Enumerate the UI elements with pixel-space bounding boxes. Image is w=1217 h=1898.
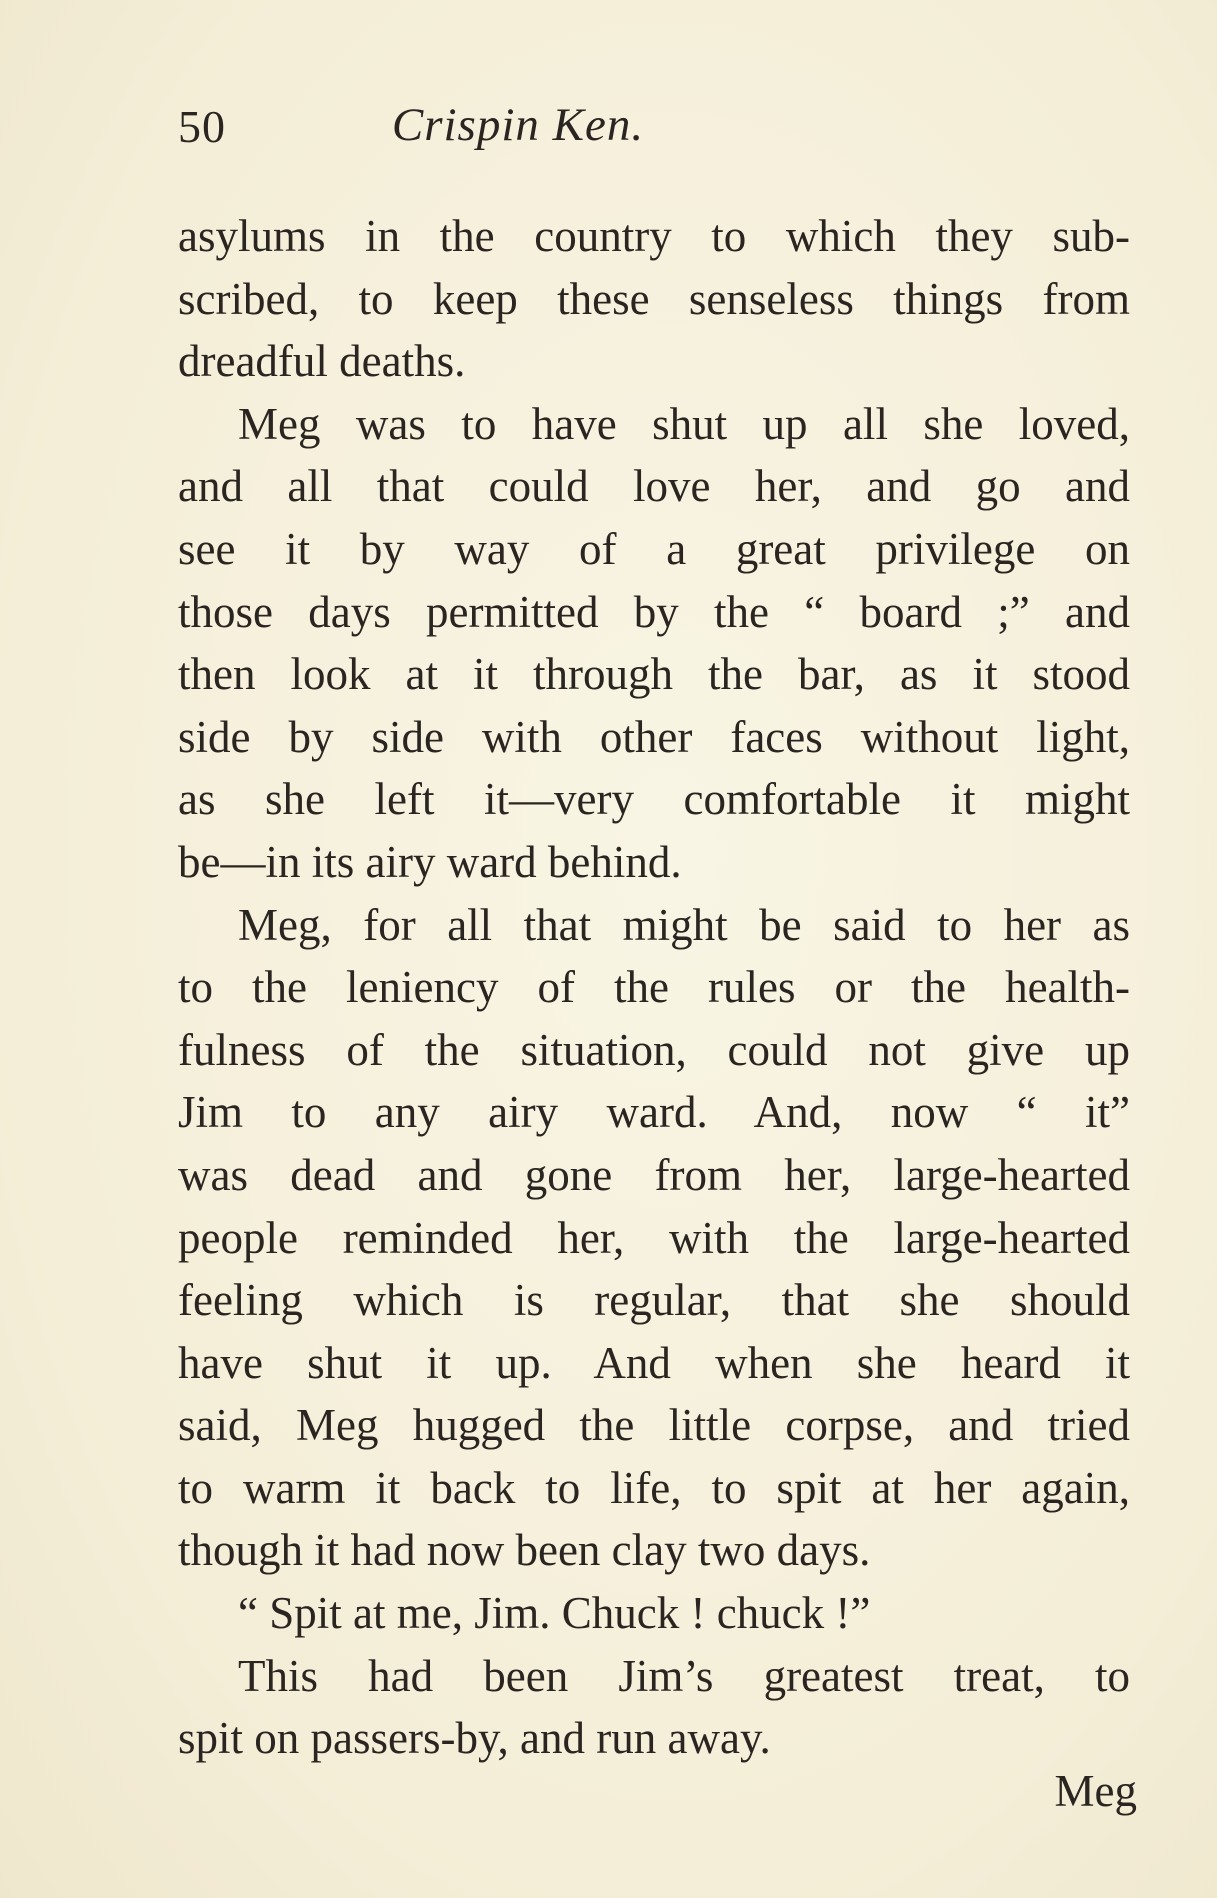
text-line: have shut it up. And when she heard it — [178, 1337, 1130, 1388]
text-line: those days permitted by the “ board ;” and — [178, 586, 1130, 637]
text-line: fulness of the situation, could not give up — [178, 1024, 1130, 1075]
text-line: feeling which is regular, that she should — [178, 1275, 1130, 1326]
page-number: 50 — [178, 101, 226, 152]
text-line: be—in its airy ward behind. — [178, 836, 682, 887]
catchword: Meg — [1054, 1766, 1137, 1816]
body-text — [178, 205, 1130, 1770]
text-line: Meg, for all that might be said to her as — [238, 899, 1130, 950]
text-line: and all that could love her, and go and — [178, 461, 1130, 512]
text-line: scribed, to keep these senseless things from — [178, 273, 1130, 324]
text-line: people reminded her, with the large-hearted — [178, 1212, 1130, 1263]
text-line: “ Spit at me, Jim. Chuck ! chuck !” — [238, 1588, 871, 1639]
text-line: to the leniency of the rules or the health- — [178, 962, 1130, 1013]
running-head: Crispin Ken. — [391, 99, 645, 151]
text-line: said, Meg hugged the little corpse, and tried — [178, 1400, 1130, 1451]
text-line: though it had now been clay two days. — [178, 1525, 871, 1576]
text-line: This had been Jim’s greatest treat, to — [238, 1650, 1130, 1701]
text-line: as she left it—very comfortable it might — [178, 774, 1130, 825]
text-line: side by side with other faces without light, — [178, 711, 1130, 762]
text-line: to warm it back to life, to spit at her again, — [178, 1462, 1130, 1513]
text-line: asylums in the country to which they sub- — [178, 211, 1130, 261]
text-line: see it by way of a great privilege on — [178, 523, 1130, 574]
text-line: Jim to any airy ward. And, now “ it” — [178, 1087, 1130, 1138]
page-header — [178, 92, 1130, 162]
text-line: dreadful deaths. — [178, 336, 466, 387]
text-line: was dead and gone from her, large-hearted — [178, 1149, 1130, 1200]
text-line: then look at it through the bar, as it stood — [178, 649, 1130, 700]
text-line: Meg was to have shut up all she loved, — [238, 398, 1130, 449]
text-line: spit on passers-by, and run away. — [178, 1713, 771, 1764]
